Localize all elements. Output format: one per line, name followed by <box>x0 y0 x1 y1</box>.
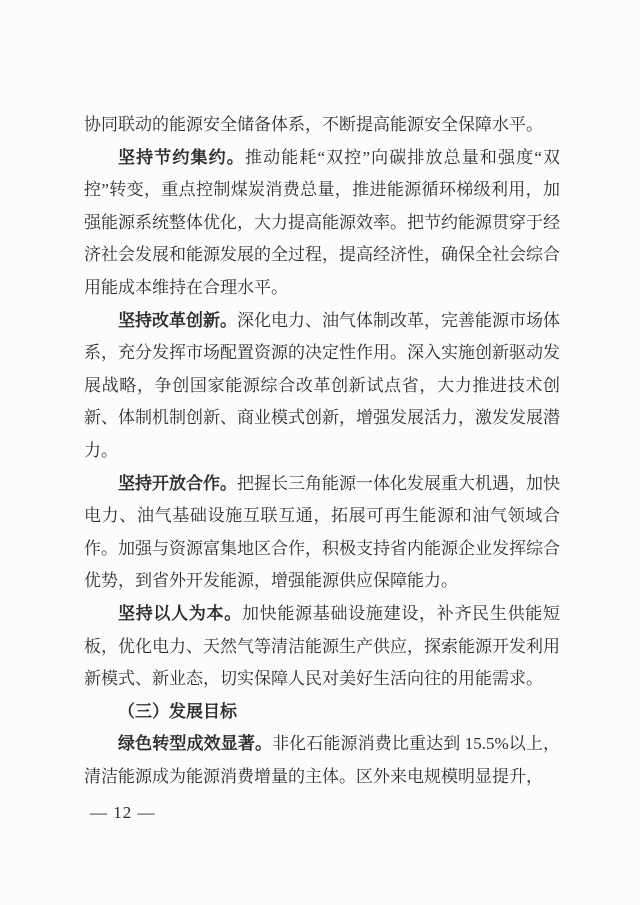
paragraph <box>84 728 560 793</box>
section-heading-label: （三）发展目标 <box>118 701 237 721</box>
paragraph <box>84 468 560 598</box>
paragraph-body: 非化石能源消费比重达到 15.5%以上，清洁能源成为能源消费增量的主体。区外来电规模明显提升， <box>84 734 560 786</box>
paragraph <box>84 142 560 305</box>
paragraph-body: 推动能耗“双控”向碳排放总量和强度“双控”转变，重点控制煤炭消费总量，推进能源循环梯级利用，加强能源系统整体优化，大力提高能源效率。把节约能源贯穿于经济社会发展和能源发展的全过程，提高经济性，确保全社会综合用能成本维持在合理水平。 <box>84 147 561 297</box>
paragraph-body: 把握长三角能源一体化发展重大机遇，加快电力、油气基础设施互联互通，拓展可再生能源和油气领域合作。加强与资源富集地区合作，积极支持省内能源企业发挥综合优势，到省外开发能源，增强能源供应保障能力。 <box>84 473 560 591</box>
paragraph-lead: 坚持节约集约。 <box>118 147 245 167</box>
paragraph-lead: 坚持开放合作。 <box>118 473 237 493</box>
text-block <box>84 109 560 793</box>
paragraph-body: 协同联动的能源安全储备体系，不断提高能源安全保障水平。 <box>84 115 543 134</box>
section-heading <box>84 696 560 729</box>
paragraph-lead: 坚持以人为本。 <box>118 603 242 623</box>
paragraph <box>84 598 560 696</box>
paragraph-lead: 绿色转型成效显著。 <box>118 734 273 754</box>
paragraph-lead: 坚持改革创新。 <box>118 310 237 330</box>
paragraph <box>84 305 560 468</box>
paragraph <box>84 109 560 142</box>
paragraph-body: 深化电力、油气体制改革，完善能源市场体系，充分发挥市场配置资源的决定性作用。深入实施创新驱动发展战略，争创国家能源综合改革创新试点省，大力推进技术创新、体制机制创新、商业模式创新，增强发展活力，激发发展潜力。 <box>84 310 560 460</box>
paragraph-body: 加快能源基础设施建设，补齐民生供能短板，优化电力、天然气等清洁能源生产供应，探索能源开发利用新模式、新业态，切实保障人民对美好生活向往的用能需求。 <box>84 603 561 689</box>
page-number: — 12 — <box>90 803 156 822</box>
